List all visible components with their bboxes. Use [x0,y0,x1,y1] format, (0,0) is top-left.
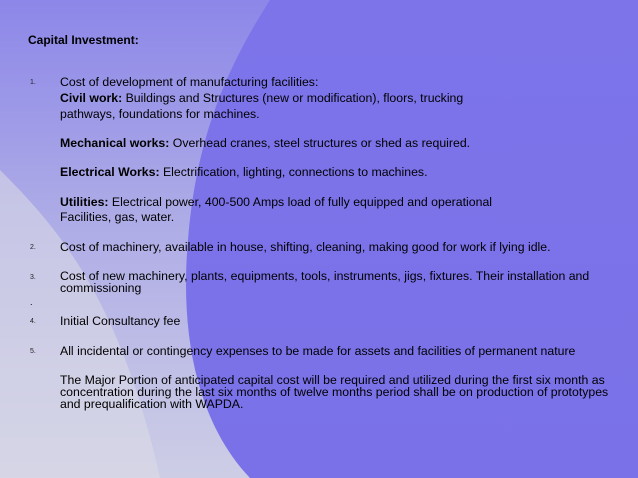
list-number-4: 4. [30,318,36,325]
stray-bullet-mark: . [30,297,33,307]
electrical-works-label: Electrical Works: [60,165,160,179]
civil-work-label: Civil work: [60,91,123,105]
utilities-continuation: Facilities, gas, water. [60,210,175,224]
mechanical-works-label: Mechanical works: [60,136,170,150]
item-3-text: Cost of new machinery, plants, equipments, tools, instruments, jigs, fixtures. Their installation and commissioning [60,269,590,295]
list-number-2: 2. [30,244,36,251]
mechanical-works-text: Overhead cranes, steel structures or shed as required. [169,136,471,150]
civil-work-line [60,91,463,105]
electrical-works-text: Electrification, lighting, connections to machines. [159,165,428,179]
item-5-text: All incidental or contingency expenses to be made for assets and facilities of permanent nature [60,344,576,358]
item-4-text: Initial Consultancy fee [60,314,181,328]
closing-paragraph: The Major Portion of anticipated capital cost will be required and utilized during the first six month as concentration during the last six months of twelve months period shall be on production of prototypes and prequalification with WAPDA. [60,373,609,411]
item-1-intro: Cost of development of manufacturing facilities: [60,75,319,89]
list-number-5: 5. [30,348,36,355]
item-2-text: Cost of machinery, available in house, shifting, cleaning, making good for work if lying idle. [60,240,551,254]
utilities-label: Utilities: [60,195,109,209]
electrical-works-line [60,165,428,179]
mechanical-works-line [60,136,470,150]
civil-work-text: Buildings and Structures (new or modification), floors, trucking [122,91,464,105]
slide-title: Capital Investment: [28,33,139,47]
list-number-1: 1. [30,79,36,86]
list-number-3: 3. [30,274,36,281]
utilities-text: Electrical power, 400-500 Amps load of fully equipped and operational [108,195,493,209]
civil-work-continuation: pathways, foundations for machines. [60,107,260,121]
utilities-line [60,195,492,209]
